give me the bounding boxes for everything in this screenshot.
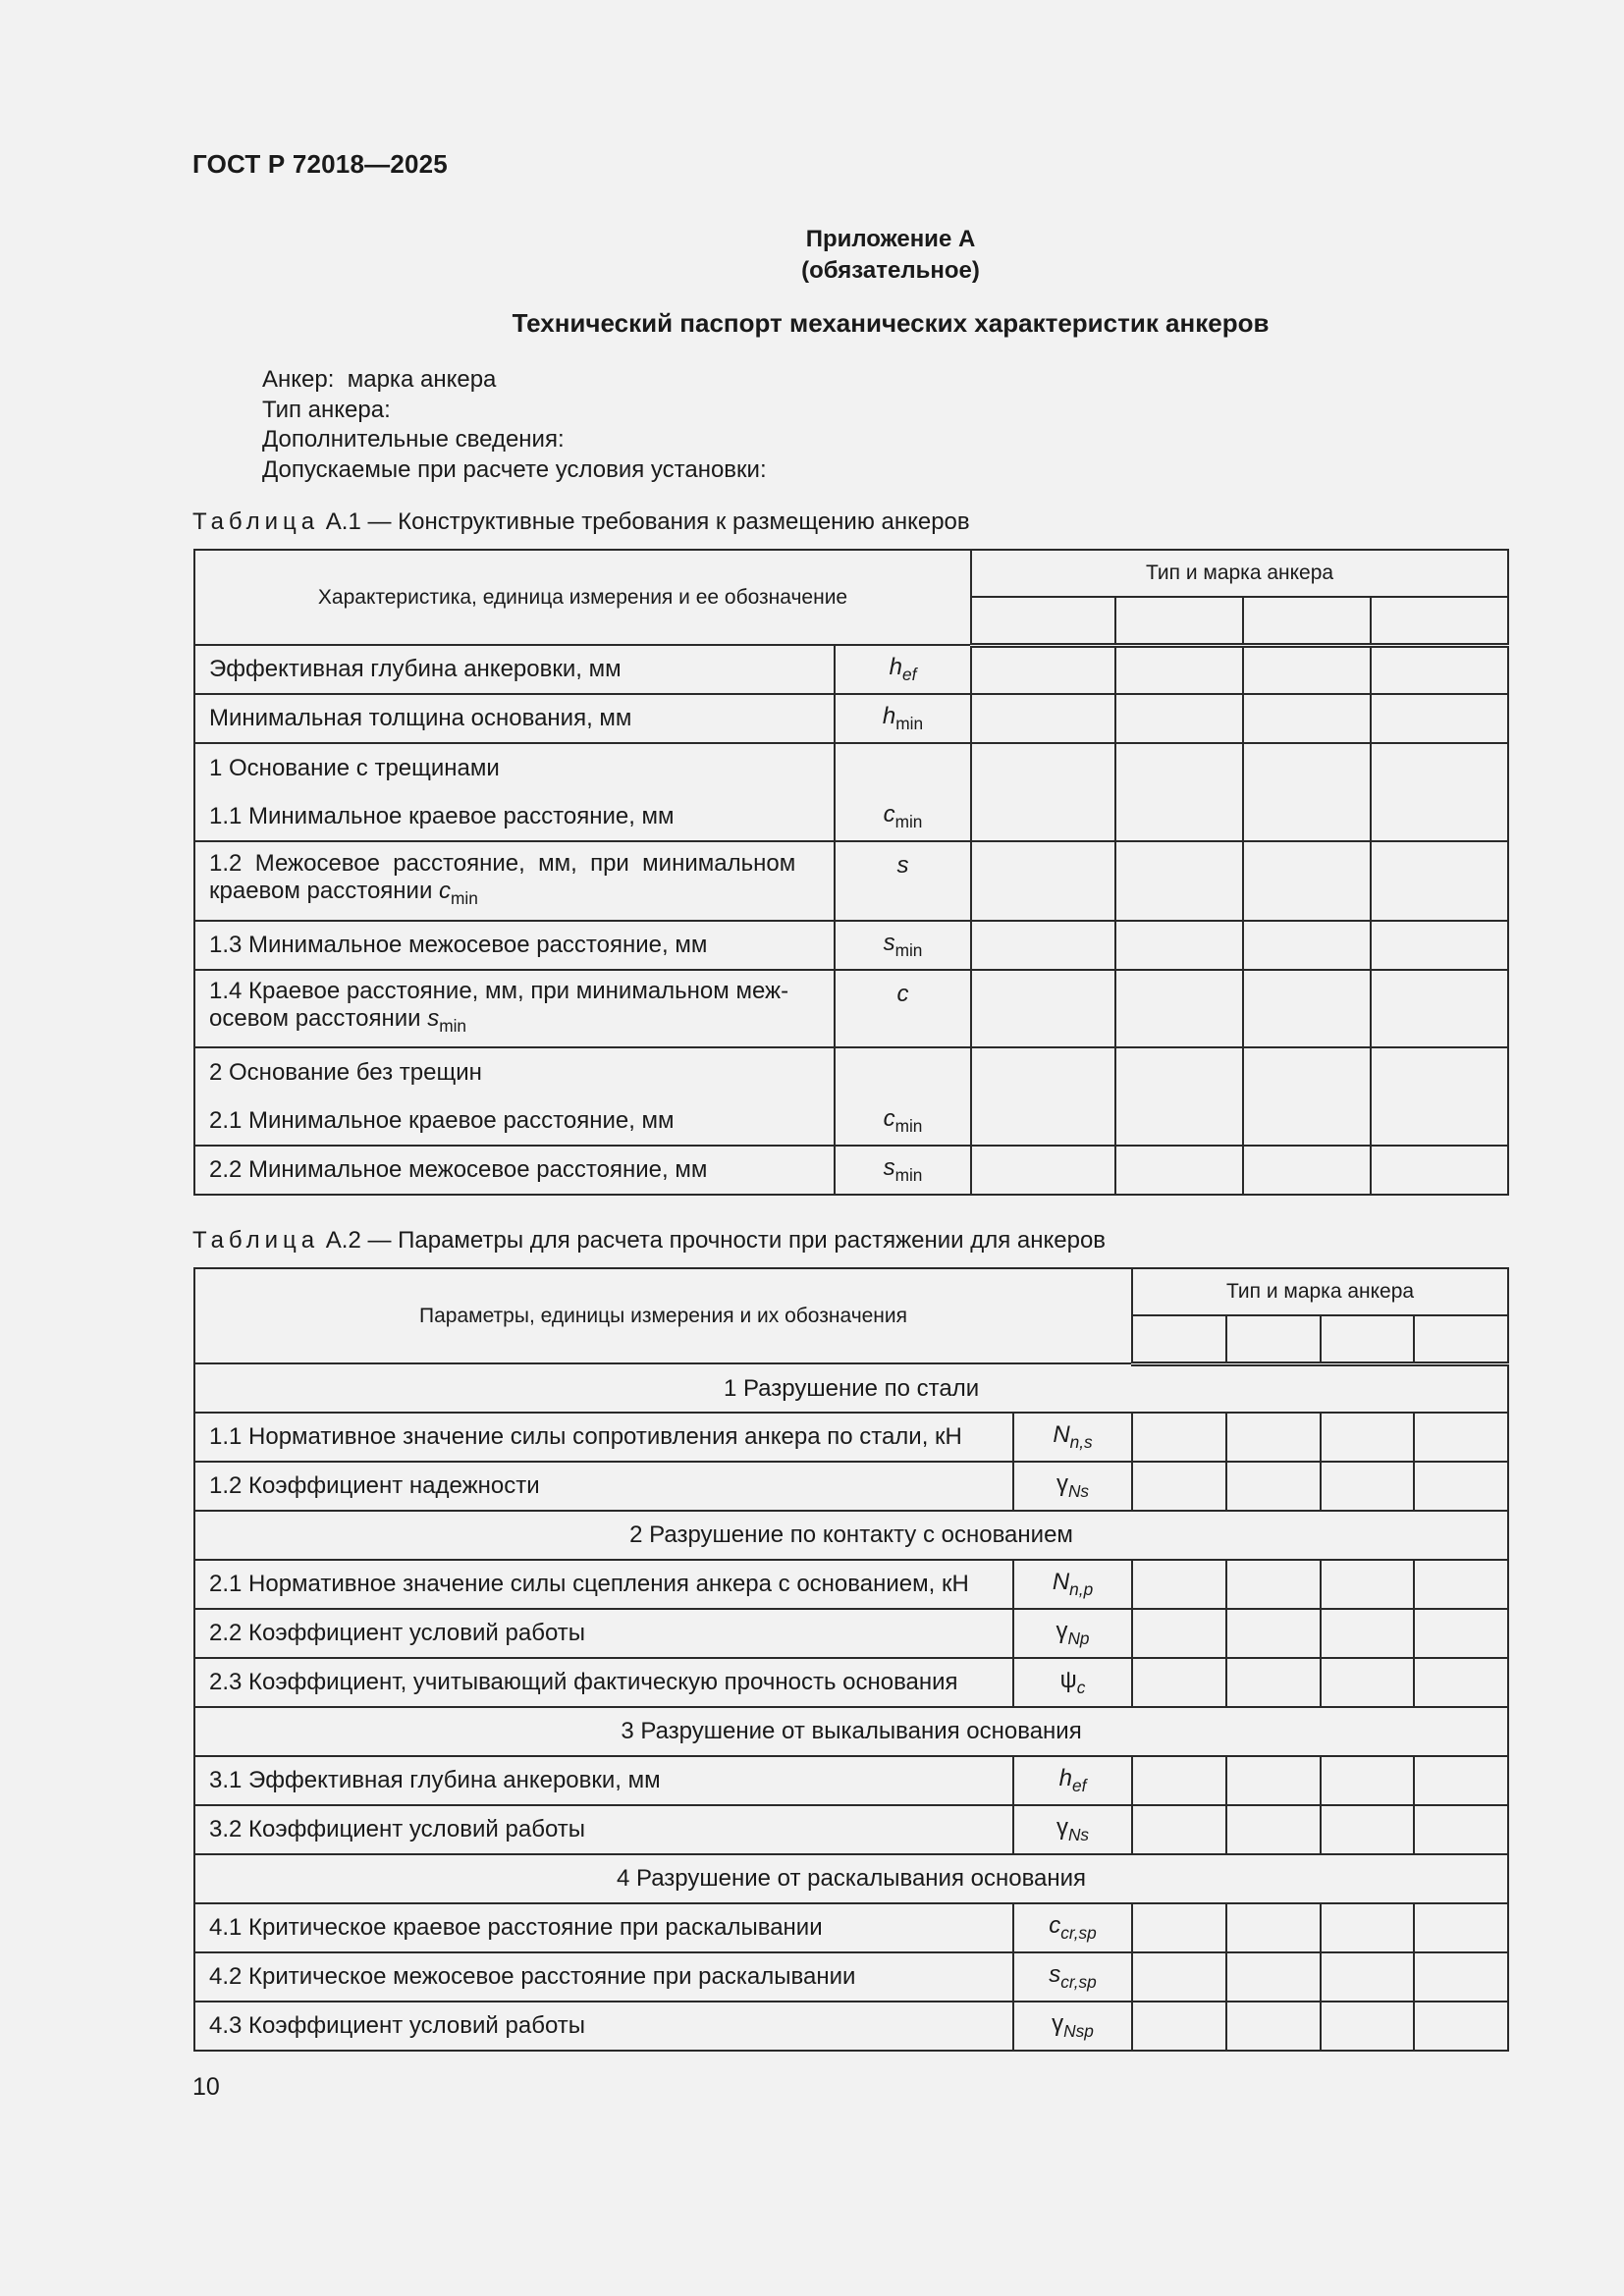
row-symbol: $\gamma_{Np}$	[1013, 1609, 1132, 1658]
value-cell	[1414, 1658, 1508, 1707]
value-cell	[1226, 1952, 1321, 2002]
value-cell	[1371, 841, 1508, 921]
table-a1-header-characteristic: Характеристика, единица измерения и ее обозначение	[194, 550, 971, 645]
value-cell	[1132, 1560, 1226, 1609]
row-label: 1 Основание с трещинами 1.1 Минимальное краевое расстояние, мм	[194, 743, 835, 841]
value-cell	[971, 970, 1115, 1047]
value-cell	[1115, 1047, 1243, 1146]
value-cell	[1321, 1805, 1414, 1854]
value-cell	[1132, 1952, 1226, 2002]
value-cell	[1115, 743, 1243, 841]
appendix-status: (обязательное)	[801, 257, 980, 284]
row-label: 4.3 Коэффициент условий работы	[194, 2002, 1013, 2051]
value-cell	[1321, 1462, 1414, 1511]
table-row	[194, 2002, 1508, 2051]
section-heading: 3 Разрушение от выкалывания основания	[194, 1707, 1508, 1756]
value-cell	[971, 1146, 1115, 1195]
table-a1-anchor-col-4	[1371, 597, 1508, 645]
row-label: Эффективная глубина анкеровки, мм	[194, 645, 835, 694]
value-cell	[1371, 694, 1508, 743]
row-symbol: $s_{cr,sp}$	[1013, 1952, 1132, 2002]
value-cell	[1226, 1413, 1321, 1462]
row-label: Минимальная толщина основания, мм	[194, 694, 835, 743]
value-cell	[1226, 1658, 1321, 1707]
value-cell	[1226, 1609, 1321, 1658]
value-cell	[1371, 970, 1508, 1047]
document-code: ГОСТ Р 72018—2025	[192, 149, 448, 179]
row-symbol: $h_{min}$	[835, 694, 971, 743]
row-symbol: $\gamma_{Ns}$	[1013, 1462, 1132, 1511]
value-cell	[1243, 841, 1371, 921]
value-cell	[1321, 1952, 1414, 2002]
value-cell	[1321, 1560, 1414, 1609]
value-cell	[1132, 2002, 1226, 2051]
row-symbol: $\psi_c$	[1013, 1658, 1132, 1707]
table-a1-header-anchor-type: Тип и марка анкера	[971, 550, 1508, 597]
row-symbol: $N_{n,s}$	[1013, 1413, 1132, 1462]
table-a2-anchor-col-3	[1321, 1315, 1414, 1363]
value-cell	[1243, 921, 1371, 970]
row-symbol: $N_{n,p}$	[1013, 1560, 1132, 1609]
table-a1-anchor-col-3	[1243, 597, 1371, 645]
value-cell	[1414, 1609, 1508, 1658]
table-a1	[193, 549, 1509, 1196]
value-cell	[1115, 841, 1243, 921]
value-cell	[971, 743, 1115, 841]
value-cell	[1414, 1805, 1508, 1854]
value-cell	[1321, 1903, 1414, 1952]
value-cell	[1243, 970, 1371, 1047]
row-label: 4.2 Критическое межосевое расстояние при раскалывании	[194, 1952, 1013, 2002]
info-line-additional: Дополнительные сведения:	[262, 426, 565, 453]
value-cell	[971, 694, 1115, 743]
table-a2-caption-word: Таблица	[192, 1227, 320, 1254]
table-row	[194, 743, 1508, 841]
table-row	[194, 1952, 1508, 2002]
value-cell	[1243, 1047, 1371, 1146]
table-a1-anchor-col-1	[971, 597, 1115, 645]
table-a2-anchor-col-4	[1414, 1315, 1508, 1363]
row-symbol: $\gamma_{Ns}$	[1013, 1805, 1132, 1854]
table-a2-anchor-col-2	[1226, 1315, 1321, 1363]
value-cell	[1414, 2002, 1508, 2051]
table-row	[194, 1146, 1508, 1195]
table-row	[194, 970, 1508, 1047]
table-row	[194, 1658, 1508, 1707]
table-a1-caption	[192, 508, 970, 536]
table-row	[194, 1756, 1508, 1805]
table-row	[194, 1609, 1508, 1658]
table-a2-caption-text: А.2 — Параметры для расчета прочности при растяжении для анкеров	[319, 1227, 1107, 1254]
value-cell	[1321, 1658, 1414, 1707]
row-symbol: $h_{ef}$	[1013, 1756, 1132, 1805]
row-label: 2.2 Минимальное межосевое расстояние, мм	[194, 1146, 835, 1195]
table-a2	[193, 1267, 1509, 2052]
row-symbol: $\gamma_{Nsp}$	[1013, 2002, 1132, 2051]
value-cell	[1132, 1756, 1226, 1805]
row-label: 4.1 Критическое краевое расстояние при раскалывании	[194, 1903, 1013, 1952]
row-label: 2 Основание без трещин 2.1 Минимальное краевое расстояние, мм	[194, 1047, 835, 1146]
value-cell	[1414, 1560, 1508, 1609]
value-cell	[1115, 921, 1243, 970]
page-number: 10	[192, 2073, 220, 2101]
value-cell	[1371, 1047, 1508, 1146]
value-cell	[1321, 2002, 1414, 2051]
row-label: 3.1 Эффективная глубина анкеровки, мм	[194, 1756, 1013, 1805]
section-heading: 2 Разрушение по контакту с основанием	[194, 1511, 1508, 1560]
value-cell	[1321, 1609, 1414, 1658]
value-cell	[1243, 694, 1371, 743]
table-row	[194, 1805, 1508, 1854]
document-title: Технический паспорт механических характеристик анкеров	[512, 308, 1270, 338]
info-line-type: Тип анкера:	[262, 396, 391, 423]
value-cell	[1226, 2002, 1321, 2051]
row-label: 2.3 Коэффициент, учитывающий фактическую прочность основания	[194, 1658, 1013, 1707]
value-cell	[1226, 1462, 1321, 1511]
value-cell	[971, 1047, 1115, 1146]
value-cell	[1115, 694, 1243, 743]
row-label: 3.2 Коэффициент условий работы	[194, 1805, 1013, 1854]
value-cell	[1371, 743, 1508, 841]
table-a1-anchor-col-2	[1115, 597, 1243, 645]
row-symbol: s	[835, 841, 971, 921]
value-cell	[1414, 1462, 1508, 1511]
row-symbol: $s_{min}$	[835, 1146, 971, 1195]
table-row	[194, 1413, 1508, 1462]
section-heading: 1 Основание с трещинами	[209, 755, 500, 781]
value-cell	[1132, 1805, 1226, 1854]
row-symbol: $h_{ef}$	[835, 645, 971, 694]
table-a1-caption-word: Таблица	[192, 508, 320, 535]
value-cell	[1132, 1462, 1226, 1511]
table-a2-header-anchor-type: Тип и марка анкера	[1132, 1268, 1508, 1315]
table-a2-header-params: Параметры, единицы измерения и их обозначения	[194, 1268, 1132, 1363]
row-label: 1.3 Минимальное межосевое расстояние, мм	[194, 921, 835, 970]
table-a2-anchor-col-1	[1132, 1315, 1226, 1363]
value-cell	[971, 841, 1115, 921]
appendix-heading	[0, 224, 1624, 287]
value-cell	[1243, 645, 1371, 694]
value-cell	[1371, 1146, 1508, 1195]
value-cell	[1243, 743, 1371, 841]
row-label: 1.2 Межосевое расстояние, мм, при минимальном краевом расстоянии $c_{min}$	[194, 841, 835, 921]
value-cell	[1414, 1952, 1508, 2002]
table-row	[194, 645, 1508, 694]
table-row	[194, 1462, 1508, 1511]
row-label: 1.2 Коэффициент надежности	[194, 1462, 1013, 1511]
row-symbol: c	[835, 970, 971, 1047]
row-label: 1.4 Краевое расстояние, мм, при минимальном меж- осевом расстоянии $s_{min}$	[194, 970, 835, 1047]
value-cell	[1243, 1146, 1371, 1195]
table-row	[194, 921, 1508, 970]
table-row	[194, 694, 1508, 743]
info-line-anchor: Анкер: марка анкера	[262, 366, 497, 393]
value-cell	[1321, 1413, 1414, 1462]
table-a1-caption-text: А.1 — Конструктивные требования к размещению анкеров	[319, 508, 970, 535]
value-cell	[1132, 1609, 1226, 1658]
table-row	[194, 841, 1508, 921]
row-symbol: $c_{cr,sp}$	[1013, 1903, 1132, 1952]
value-cell	[1226, 1903, 1321, 1952]
section-heading: 1 Разрушение по стали	[194, 1363, 1508, 1413]
value-cell	[971, 921, 1115, 970]
value-cell	[1226, 1756, 1321, 1805]
row-label: 2.1 Нормативное значение силы сцепления анкера с основанием, кН	[194, 1560, 1013, 1609]
value-cell	[1115, 970, 1243, 1047]
anchor-info-block	[262, 365, 767, 485]
value-cell	[1321, 1756, 1414, 1805]
value-cell	[1132, 1413, 1226, 1462]
value-cell	[1132, 1658, 1226, 1707]
value-cell	[971, 645, 1115, 694]
value-cell	[1115, 645, 1243, 694]
table-row	[194, 1047, 1508, 1146]
value-cell	[1414, 1756, 1508, 1805]
value-cell	[1414, 1413, 1508, 1462]
row-symbol: $c_{min}$	[835, 743, 971, 841]
value-cell	[1226, 1560, 1321, 1609]
value-cell	[1371, 645, 1508, 694]
row-label: 2.2 Коэффициент условий работы	[194, 1609, 1013, 1658]
value-cell	[1371, 921, 1508, 970]
table-a2-caption	[192, 1227, 1106, 1255]
value-cell	[1115, 1146, 1243, 1195]
value-cell	[1414, 1903, 1508, 1952]
table-row	[194, 1903, 1508, 1952]
section-heading: 4 Разрушение от раскалывания основания	[194, 1854, 1508, 1903]
section-heading: 2 Основание без трещин	[209, 1059, 482, 1086]
value-cell	[1226, 1805, 1321, 1854]
info-line-conditions: Допускаемые при расчете условия установки:	[262, 455, 767, 483]
appendix-title: Приложение А	[805, 226, 976, 252]
row-label: 1.1 Нормативное значение силы сопротивления анкера по стали, кН	[194, 1413, 1013, 1462]
row-symbol: $s_{min}$	[835, 921, 971, 970]
table-row	[194, 1560, 1508, 1609]
value-cell	[1132, 1903, 1226, 1952]
row-symbol: $c_{min}$	[835, 1047, 971, 1146]
